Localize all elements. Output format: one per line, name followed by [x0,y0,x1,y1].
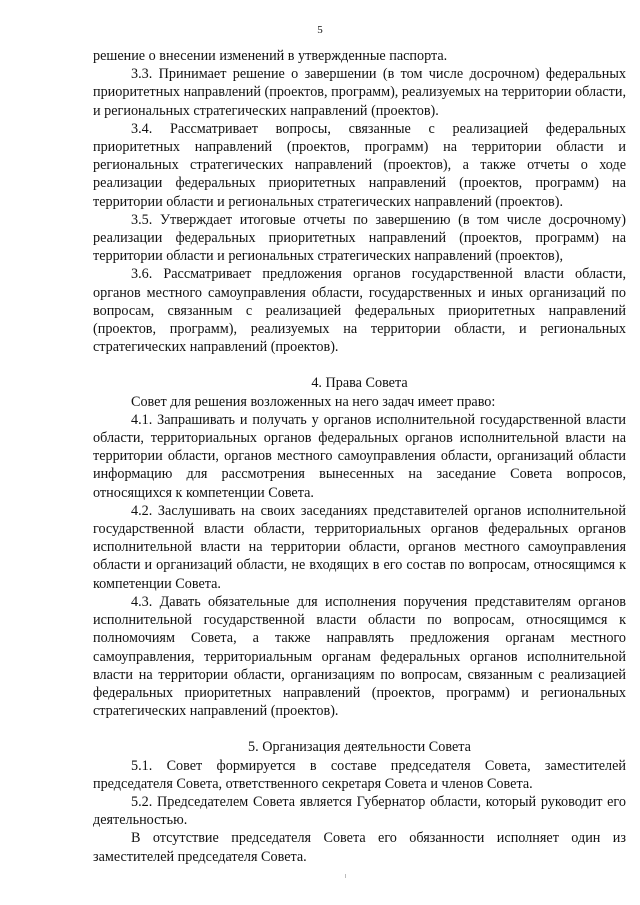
paragraph-4-3: 4.3. Давать обязательные для исполнения поручения представителям органов исполнительной государственной власти области по вопросам, относящимся к полномочиям Совета, а также направлять предложения органам местного самоуправления, территориальным органам федеральных органов исполнительной власти на территории области, организациям по вопросам, связанным с реализацией федеральных приоритетных направлений (проектов, программ) и региональных стратегических направлений (проектов). [93,593,626,720]
paragraph-5-absence: В отсутствие председателя Совета его обязанности исполняет один из заместителей председателя Совета. [93,830,626,865]
paragraph-3-4: 3.4. Рассматривает вопросы, связанные с реализацией федеральных приоритетных направлений (проектов, программ) на территории области и региональных стратегических направлений (проектов), а также отчеты о ходе реализации федеральных приоритетных направлений (проектов, программ) на территории области и региональных стратегических направлений (проектов). [93,120,626,210]
paragraph-3-3: 3.3. Принимает решение о завершении (в том числе досрочном) федеральных приоритетных направлений (проектов, программ), реализуемых на территории области, и региональных стратегических направлений (проектов). [93,66,626,119]
page-number: 5 [317,24,323,36]
paragraph-5-2: 5.2. Председателем Совета является Губернатор области, который руководит его деятельностью. [93,793,626,829]
section-5-heading: 5. Организация деятельности Совета [248,739,471,756]
paragraph-continuation: решение о внесении изменений в утвержденные паспорта. [93,48,448,64]
section-spacer [93,720,626,738]
paragraph-4-1: 4.1. Запрашивать и получать у органов исполнительной государственной власти области, территориальных органов федеральных органов исполнительной власти на территории области, органов местного самоуправления области, организаций области информацию для рассмотрения вынесенных на заседание Совета вопросов, относящихся к компетенции Совета. [93,411,626,501]
paragraph-5-1: 5.1. Совет формируется в составе председателя Совета, заместителей председателя Совета, ответственного секретаря Совета и членов Совета. [93,757,626,792]
paragraph-4-2: 4.2. Заслушивать на своих заседаниях представителей органов исполнительной государственной власти области, территориальных органов федеральных органов исполнительной власти на территории области, органов местного самоуправления области и организаций области, не входящих в его состав по вопросам, относящимся к компетенции Совета. [93,502,626,592]
section-spacer [93,356,626,374]
paragraph-3-5: 3.5. Утверждает итоговые отчеты по завершению (в том числе досрочному) реализации федеральных приоритетных направлений (проектов, программ) на территории области и региональных стратегических направлений (проектов), [93,211,626,265]
document-body [93,47,626,866]
paragraph-3-6: 3.6. Рассматривает предложения органов государственной власти области, органов местного самоуправления области, государственных и иных организаций по вопросам, связанным с реализацией федеральных приоритетных направлений (проектов, программ), реализуемых на территории области, и региональных стратегических направлений (проектов). [93,266,626,356]
section-4-intro: Совет для решения возложенных на него задач имеет право: [131,393,496,410]
scan-artifact [345,874,346,878]
section-4-heading: 4. Права Совета [311,375,408,392]
